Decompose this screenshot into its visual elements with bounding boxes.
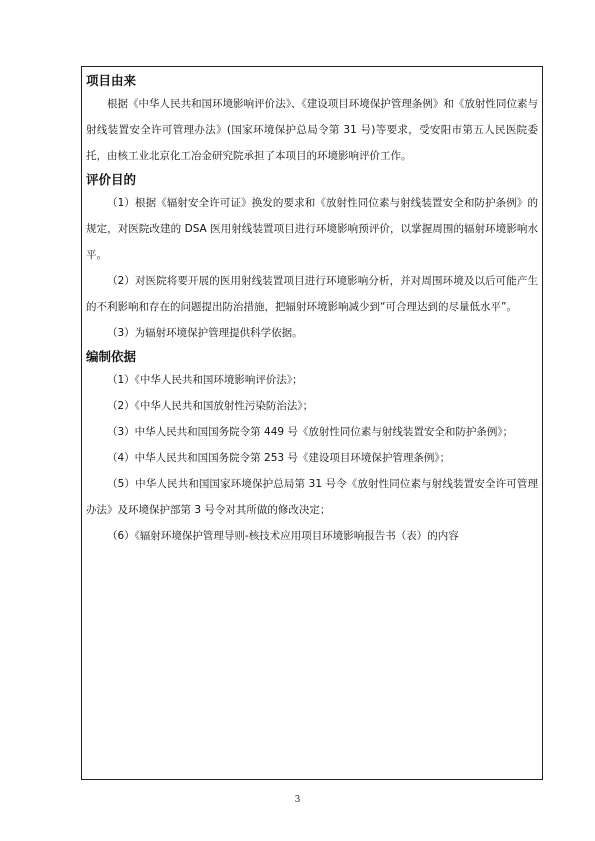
list-item: （5）中华人民共和国国家环境保护总局第 31 号令《放射性同位素与射线装置安全许可管理办法》及环境保护部第 3 号令对其所做的修改决定； <box>86 478 538 516</box>
paragraph: （2）对医院将要开展的医用射线装置项目进行环境影响分析，并对周围环境及以后可能产生的不利影响和存在的问题提出防治措施，把辐射环境影响减少到“可合理达到的尽量低水平”。 <box>86 275 538 313</box>
section-heading: 项目由来 <box>86 73 137 88</box>
page-number: 3 <box>294 795 301 805</box>
document-body <box>86 70 538 549</box>
list-item: （1）《中华人民共和国环境影响评价法》； <box>107 374 303 386</box>
section-compilation-basis <box>86 346 538 549</box>
section-heading: 评价目的 <box>86 172 137 187</box>
list-item: （4）中华人民共和国国务院令第 253 号《建设项目环境保护管理条例》； <box>107 452 451 464</box>
section-evaluation-purpose <box>86 169 538 346</box>
paragraph: （1）根据《辐射安全许可证》换发的要求和《放射性同位素与射线装置安全和防护条例》的规定，对医院改建的 DSA 医用射线装置项目进行环境影响预评价，以掌握周围的辐射环境影响水平。 <box>86 197 538 261</box>
paragraph: （3）为辐射环境保护管理提供科学依据。 <box>107 327 303 339</box>
list-item: （3）中华人民共和国国务院令第 449 号《放射性同位素与射线装置安全和防护条例》； <box>107 426 514 438</box>
section-project-origin <box>86 70 538 169</box>
list-item: （6）《辐射环境保护管理导则-核技术应用项目环境影响报告书（表）的内容 <box>107 530 459 542</box>
list-item: （2）《中华人民共和国放射性污染防治法》； <box>107 400 314 412</box>
paragraph: 根据《中华人民共和国环境影响评价法》、《建设项目环境保护管理条例》和《放射性同位素与射线装置安全许可管理办法》(国家环境保护总局令第 31 号)等要求，受安阳市第五人民医院委托，由核工业北京化工冶金研究院承担了本项目的环境影响评价工作。 <box>86 98 538 162</box>
section-heading: 编制依据 <box>86 349 137 364</box>
